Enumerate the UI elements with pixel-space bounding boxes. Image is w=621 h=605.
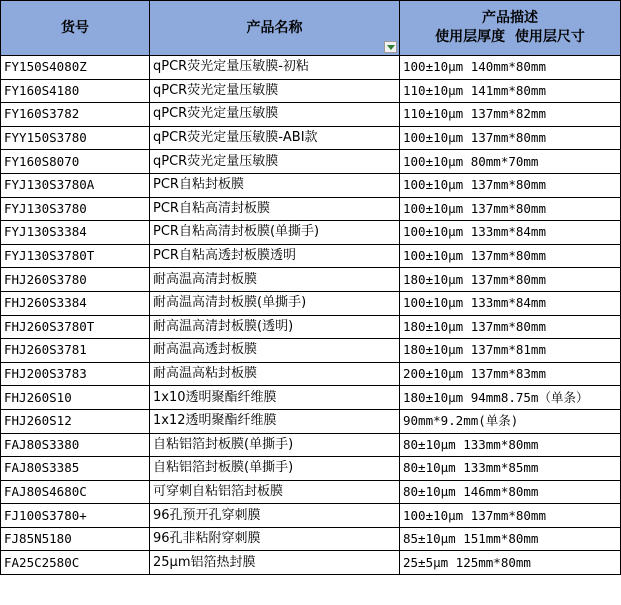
table-row xyxy=(1,221,621,245)
table-row xyxy=(1,527,621,551)
cell-code[interactable]: FHJ260S3780T xyxy=(1,315,150,339)
cell-code[interactable]: FJ100S3780+ xyxy=(1,504,150,528)
cell-name[interactable]: 耐高温高清封板膜(单撕手) xyxy=(150,291,400,315)
table-row xyxy=(1,244,621,268)
cell-code[interactable]: FYJ130S3780A xyxy=(1,173,150,197)
cell-spec[interactable]: 100±10μm 137mm*80mm xyxy=(400,504,621,528)
cell-code[interactable]: FHJ260S3780 xyxy=(1,268,150,292)
cell-code[interactable]: FAJ80S4680C xyxy=(1,480,150,504)
cell-code[interactable]: FYY150S3780 xyxy=(1,126,150,150)
cell-name[interactable]: qPCR荧光定量压敏膜 xyxy=(150,103,400,127)
table-row xyxy=(1,386,621,410)
cell-spec[interactable]: 180±10μm 137mm*81mm xyxy=(400,339,621,363)
cell-spec[interactable]: 100±10μm 133mm*84mm xyxy=(400,221,621,245)
table-row xyxy=(1,197,621,221)
cell-code[interactable]: FYJ130S3780T xyxy=(1,244,150,268)
table-row xyxy=(1,173,621,197)
cell-code[interactable]: FY160S4180 xyxy=(1,79,150,103)
cell-name[interactable]: 自粘铝箔封板膜(单撕手) xyxy=(150,457,400,481)
cell-spec[interactable]: 25±5μm 125mm*80mm xyxy=(400,551,621,575)
cell-spec[interactable]: 100±10μm 80mm*70mm xyxy=(400,150,621,174)
cell-code[interactable]: FHJ260S3384 xyxy=(1,291,150,315)
cell-code[interactable]: FHJ200S3783 xyxy=(1,362,150,386)
cell-name[interactable]: 耐高温高清封板膜(透明) xyxy=(150,315,400,339)
table-row xyxy=(1,457,621,481)
header-name[interactable] xyxy=(150,1,400,56)
table-row xyxy=(1,362,621,386)
filter-dropdown-icon[interactable] xyxy=(384,41,397,53)
cell-name[interactable]: 耐高温高透封板膜 xyxy=(150,339,400,363)
cell-name[interactable]: qPCR荧光定量压敏膜-初粘 xyxy=(150,56,400,80)
table-row xyxy=(1,480,621,504)
cell-name[interactable]: qPCR荧光定量压敏膜 xyxy=(150,79,400,103)
cell-spec[interactable]: 100±10μm 140mm*80mm xyxy=(400,56,621,80)
cell-spec[interactable]: 110±10μm 137mm*82mm xyxy=(400,103,621,127)
cell-code[interactable]: FHJ260S10 xyxy=(1,386,150,410)
table-row xyxy=(1,103,621,127)
header-desc-line1: 产品描述 xyxy=(482,10,538,26)
cell-name[interactable]: 1x12透明聚酯纤维膜 xyxy=(150,409,400,433)
table-row xyxy=(1,268,621,292)
header-desc-line2: 使用层厚度 使用层尺寸 xyxy=(435,29,585,45)
cell-spec[interactable]: 180±10μm 94mm8.75m（单条） xyxy=(400,386,621,410)
table-row xyxy=(1,409,621,433)
cell-name[interactable]: 25μm铝箔热封膜 xyxy=(150,551,400,575)
cell-name[interactable]: PCR自粘封板膜 xyxy=(150,173,400,197)
cell-code[interactable]: FJ85N5180 xyxy=(1,527,150,551)
cell-spec[interactable]: 80±10μm 133mm*85mm xyxy=(400,457,621,481)
table-row xyxy=(1,291,621,315)
cell-spec[interactable]: 80±10μm 146mm*80mm xyxy=(400,480,621,504)
cell-name[interactable]: 耐高温高粘封板膜 xyxy=(150,362,400,386)
cell-spec[interactable]: 100±10μm 137mm*80mm xyxy=(400,126,621,150)
cell-name[interactable]: 96孔预开孔穿刺膜 xyxy=(150,504,400,528)
cell-name[interactable]: 1x10透明聚酯纤维膜 xyxy=(150,386,400,410)
cell-name[interactable]: 可穿刺自粘铝箔封板膜 xyxy=(150,480,400,504)
cell-name[interactable]: PCR自粘高清封板膜 xyxy=(150,197,400,221)
header-code-label: 货号 xyxy=(61,19,89,36)
cell-name[interactable]: 自粘铝箔封板膜(单撕手) xyxy=(150,433,400,457)
table-row xyxy=(1,339,621,363)
header-name-label: 产品名称 xyxy=(246,19,303,36)
header-description[interactable] xyxy=(400,1,621,56)
cell-code[interactable]: FYJ130S3384 xyxy=(1,221,150,245)
header-row xyxy=(1,1,621,56)
table-row xyxy=(1,79,621,103)
table-row xyxy=(1,433,621,457)
table-row xyxy=(1,56,621,80)
cell-spec[interactable]: 100±10μm 133mm*84mm xyxy=(400,291,621,315)
cell-name[interactable]: 96孔非粘附穿刺膜 xyxy=(150,527,400,551)
cell-spec[interactable]: 110±10μm 141mm*80mm xyxy=(400,79,621,103)
cell-spec[interactable]: 180±10μm 137mm*80mm xyxy=(400,315,621,339)
cell-spec[interactable]: 100±10μm 137mm*80mm xyxy=(400,244,621,268)
table-row xyxy=(1,551,621,575)
cell-name[interactable]: qPCR荧光定量压敏膜-ABI款 xyxy=(150,126,400,150)
header-code[interactable] xyxy=(1,1,150,56)
cell-name[interactable]: PCR自粘高清封板膜(单撕手) xyxy=(150,221,400,245)
cell-name[interactable]: PCR自粘高透封板膜透明 xyxy=(150,244,400,268)
table-row xyxy=(1,504,621,528)
cell-code[interactable]: FAJ80S3380 xyxy=(1,433,150,457)
table-row xyxy=(1,126,621,150)
cell-spec[interactable]: 200±10μm 137mm*83mm xyxy=(400,362,621,386)
cell-spec[interactable]: 80±10μm 133mm*80mm xyxy=(400,433,621,457)
cell-code[interactable]: FY160S8070 xyxy=(1,150,150,174)
cell-code[interactable]: FAJ80S3385 xyxy=(1,457,150,481)
cell-spec[interactable]: 85±10μm 151mm*80mm xyxy=(400,527,621,551)
cell-code[interactable]: FHJ260S3781 xyxy=(1,339,150,363)
cell-code[interactable]: FY160S3782 xyxy=(1,103,150,127)
cell-name[interactable]: qPCR荧光定量压敏膜 xyxy=(150,150,400,174)
cell-code[interactable]: FHJ260S12 xyxy=(1,409,150,433)
cell-code[interactable]: FYJ130S3780 xyxy=(1,197,150,221)
cell-spec[interactable]: 90mm*9.2mm(单条) xyxy=(400,409,621,433)
cell-name[interactable]: 耐高温高清封板膜 xyxy=(150,268,400,292)
table-row xyxy=(1,315,621,339)
cell-code[interactable]: FY150S4080Z xyxy=(1,56,150,80)
cell-code[interactable]: FA25C2580C xyxy=(1,551,150,575)
table-row xyxy=(1,150,621,174)
cell-spec[interactable]: 100±10μm 137mm*80mm xyxy=(400,197,621,221)
cell-spec[interactable]: 100±10μm 137mm*80mm xyxy=(400,173,621,197)
cell-spec[interactable]: 180±10μm 137mm*80mm xyxy=(400,268,621,292)
